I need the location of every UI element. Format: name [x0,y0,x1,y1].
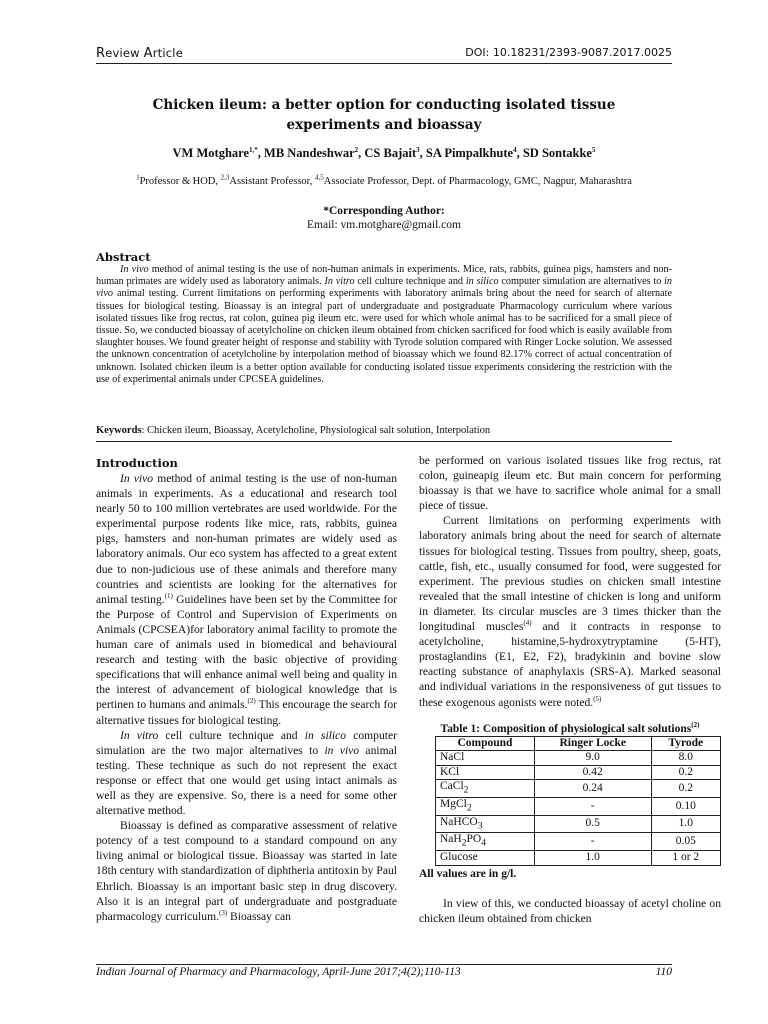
ringer-cell: - [534,797,651,815]
column-header: Ringer Locke [534,736,651,751]
table-row [436,851,721,866]
composition-table [435,736,721,866]
page-number: 110 [655,966,672,978]
left-column [96,456,397,924]
abstract-text: In vivo method of animal testing is the use of non-human animals in experiments. Mice, rats, rabbits, guinea pigs, hamsters and non-human primates are widely used as laboratory animals. In vitro cell culture technique and in silico computer simulation are alternatives to in vivo animal testing. Current limitations on performing experiments with laboratory animals bring about the need for search of alternate tissues for biological testing. Bioassay is an integral part of undergraduate and postgraduate Pharmacology curriculum where various isolated tissues like frog rectus, rat colon, guinea pig ileum etc. were used for which whole animal has to be sacrificed for a small piece of tissue. So, we conducted bioassay of acetylcholine on chicken ileum obtained from chicken sacrificed for food which is easily available from slaughter houses. We found greater height of response and stability with Tyrode solution compared with Ringer Locke solution. We assessed the unknown concentration of acetylcholine by interpolation method of bioassay which we found 82.17% correct of actual concentration of unknown. Isolated chicken ileum is a better option available for conducting isolated tissue experiments considering the restriction with the use of experimental animals under CPCSEA guidelines. [96,264,672,385]
paper-title: Chicken ileum: a better option for conducting isolated tissue experiments and bioassay [152,97,616,133]
introduction-heading: Introduction [96,456,178,470]
paragraph: be performed on various isolated tissues like frog rectus, rat colon, guineapig ileum etc. But main concern for performing bioassay is that we have to sacrifice whole animal for a small piece of tissue. [419,454,721,513]
column-header: Compound [436,736,535,751]
affiliations: $^1$Professor & HOD, $^{2,3}$Assistant Professor, $^{4,5}$Associate Professor, Dept. of Pharmacology, GMC, Nagpur, Maharashtra [136,173,632,187]
table-note: All values are in g/l. [419,867,517,880]
keywords-divider [96,441,672,442]
tyrode-cell: 1.0 [651,815,720,833]
tyrode-cell: 8.0 [651,751,720,766]
author: CS Bajait [364,146,417,160]
tyrode-cell: 0.10 [651,797,720,815]
ringer-cell: 0.42 [534,765,651,780]
footer-divider [96,964,672,965]
tyrode-cell: 0.2 [651,780,720,798]
author-list: VM Motghare$^{1,*}$, MB Nandeshwar$^2$, CS Bajait$^3$, SA Pimpalkhute$^4$, SD Sontakke$^5$ [172,145,596,160]
table-row [436,833,721,851]
table-row [436,780,721,798]
compound-cell: KCl [436,765,535,780]
author: VM Motghare [172,146,250,160]
article-type: Review Article [96,46,183,61]
abstract-heading: Abstract [96,250,151,264]
corresponding-label: *Corresponding Author: [323,205,445,217]
paragraph: Bioassay is defined as comparative assessment of relative potency of a test compound to a standard compound on any living animal or biological tissue. Bioassay was started in late 18th century with standardization of diphtheria antitoxin by Paul Ehrlich. Bioassay is an important basic step in drug discovery. Also it is an integral part of undergraduate and postgraduate pharmacology curriculum.$^{(3)}$ Bioassay can [96,819,397,923]
running-header [96,46,672,62]
ringer-cell: 0.5 [534,815,651,833]
right-column [419,453,721,926]
tyrode-cell: 0.2 [651,765,720,780]
header-divider [96,63,672,64]
table-row [436,765,721,780]
paragraph: In vivo method of animal testing is the use of non-human animals in experiments. As a educational and research tool nearly 50 to 100 million vertebrates are used worldwide. For the experimental purpose rodents like mice, rats, rabbits, guinea pigs, hamsters and non-human primates are widely used as laboratory animals. Our eco system has affected to a great extent due to non-judicious use of these animals and therefore many countries and scientists are looking for the alternatives for animal testing.$^{(1)}$ Guidelines have been set by the Committee for the Purpose of Control and Supervision of Experiments on Animals (CPCSEA)for laboratory animal facility to promote the human care of animals used in biomedical and behavioural research and testing with the basic objective of providing specifications that will enhance animal well being and quality in the interest of advancement of biological knowledge that is pertinen to humans and animals.$^{(2)}$ This encourage the search for alternative tissues for biological testing. [96,472,397,727]
author: SA Pimpalkhute [425,146,514,160]
corresponding-email[interactable]: Email: vm.motghare@gmail.com [307,219,461,231]
compound-cell: MgCl$_2$ [436,797,535,815]
author: MB Nandeshwar [264,146,355,160]
tyrode-cell: 0.05 [651,833,720,851]
paragraph: Current limitations on performing experiments with laboratory animals bring about the need for search of alternate tissues for biological testing. Tissues from poultry, sheep, goats, cattle, fish, etc., usually consumed for food, were suggested for experiment. The previous studies on chicken small intestine revealed that the small intestine of chicken is long and uniform in diameter. Its circular muscles are 3 times thicker than the longitudinal muscles$^{(4)}$ and it contracts in response to acetylcholine, histamine,5-hydroxytryptamine (5-HT), prostaglandins (E1, E2, F2), bradykinin and bovine slow reacting substance of anaphylaxis (SRS-A). Marked seasonal and individual variations in the responsiveness of gut tissues to these exogenous agonists were noted.$^{(5)}$ [419,514,721,709]
page-footer [96,966,672,978]
tyrode-cell: 1 or 2 [651,851,720,866]
journal-citation: Indian Journal of Pharmacy and Pharmacology, April-June 2017;4(2);110-113 [96,966,461,978]
paragraph: In view of this, we conducted bioassay of acetyl choline on chicken ileum obtained from chicken [419,896,721,925]
table-row [436,751,721,766]
ringer-cell: 0.24 [534,780,651,798]
column-header: Tyrode [651,736,720,751]
ringer-cell: 9.0 [534,751,651,766]
doi: DOI: 10.18231/2393-9087.2017.0025 [465,46,672,59]
ringer-cell: 1.0 [534,851,651,866]
compound-cell: Glucose [436,851,535,866]
compound-cell: $NaH_2PO_4$ [436,833,535,851]
table-row [436,815,721,833]
author: SD Sontakke [522,146,592,160]
paragraph: In vitro cell culture technique and in silico computer simulation are the two major alternatives to in vivo animal testing. These technique as such do not represent the exact response or effect that one would get using intact animals as well as they are expensive. So, there is a need for some other alternative method. [96,728,397,818]
compound-cell: NaHCO$_3$ [436,815,535,833]
corresponding-author [96,204,672,232]
ringer-cell: - [534,833,651,851]
compound-cell: CaCl$_2$ [436,780,535,798]
compound-cell: NaCl [436,751,535,766]
table-row [436,797,721,815]
keywords: Keywords: Chicken ileum, Bioassay, Acetylcholine, Physiological salt solution, Interpolation [96,425,491,436]
table-header-row [436,736,721,751]
table-caption: Table 1: Composition of physiological salt solutions$^{(2)}$ [440,720,700,735]
